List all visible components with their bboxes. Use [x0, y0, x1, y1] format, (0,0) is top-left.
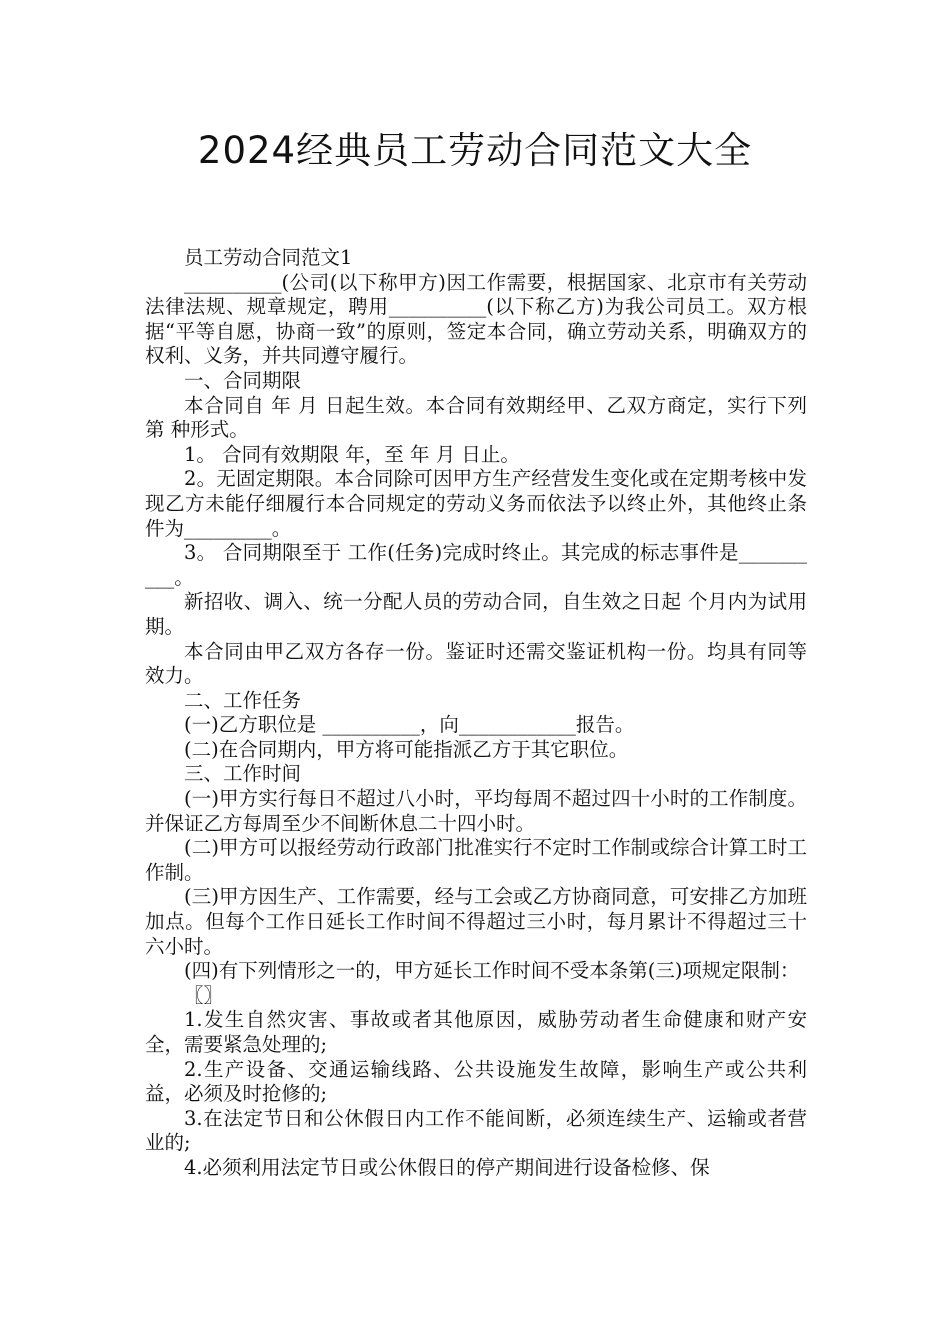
section-heading: 三、工作时间	[184, 762, 302, 786]
paragraph: 本合同自 年 月 日起生效。本合同有效期经甲、乙双方商定，实行下列第 种形式。	[145, 393, 807, 442]
list-item: 3.在法定节日和公休假日内工作不能间断，必须连续生产、运输或者营业的;	[145, 1106, 807, 1155]
list-item: 1.发生自然灾害、事故或者其他原因，威胁劳动者生命健康和财产安全，需要紧急处理的;	[145, 1008, 807, 1056]
paragraph: 1。 合同有效期限 年，至 年 月 日止。	[184, 442, 520, 466]
paragraph: (二)在合同期内，甲方将可能指派乙方于其它职位。	[184, 737, 629, 761]
paragraph: 本合同由甲乙双方各存一份。鉴证时还需交鉴证机构一份。均具有同等效力。	[145, 639, 807, 688]
list-item: 2.生产设备、交通运输线路、公共设施发生故障，影响生产或公共利益，必须及时抢修的;	[145, 1057, 807, 1106]
paragraph: 2。无固定期限。本合同除可因甲方生产经营发生变化或在定期考核中发现乙方未能仔细履行本合同规定的劳动义务而依法予以终止外，其他终止条件为_________。	[145, 467, 807, 540]
paragraph: 〖〗	[184, 983, 224, 1007]
section-heading: 一、合同期限	[184, 368, 302, 392]
paragraph: __________(公司(以下称甲方)因工作需要，根据国家、北京市有关劳动法律法规、规章规定，聘用__________(以下称乙方)为我公司员工。双方根据“平等自愿，协商一致”的原则，签定本合同，确立劳动关系，明确双方的权利、义务，并共同遵守履行。	[145, 270, 807, 368]
paragraph: (四)有下列情形之一的，甲方延长工作时间不受本条第(三)项规定限制：	[184, 959, 800, 983]
document-body	[145, 246, 807, 1181]
list-item: 4.必须利用法定节日或公休假日的停产期间进行设备检修、保	[184, 1155, 710, 1179]
paragraph: (一)甲方实行每日不超过八小时，平均每周不超过四十小时的工作制度。并保证乙方每周至少不间断休息二十四小时。	[145, 787, 807, 835]
document-title: 2024经典员工劳动合同范文大全	[197, 129, 753, 172]
section-heading: 员工劳动合同范文1	[184, 246, 353, 269]
paragraph: 新招收、调入、统一分配人员的劳动合同，自生效之日起 个月内为试用期。	[145, 590, 807, 638]
paragraph: (三)甲方因生产、工作需要，经与工会或乙方协商同意，可安排乙方加班加点。但每个工作日延长工作时间不得超过三小时，每月累计不得超过三十六小时。	[145, 885, 807, 958]
paragraph: (一)乙方职位是 __________，向____________报告。	[184, 713, 635, 737]
section-heading: 二、工作任务	[184, 688, 302, 712]
paragraph: 3。 合同期限至于 工作(任务)完成时终止。其完成的标志事件是__________。	[145, 541, 807, 589]
paragraph: (二)甲方可以报经劳动行政部门批准实行不定时工作制或综合计算工时工作制。	[145, 836, 807, 884]
